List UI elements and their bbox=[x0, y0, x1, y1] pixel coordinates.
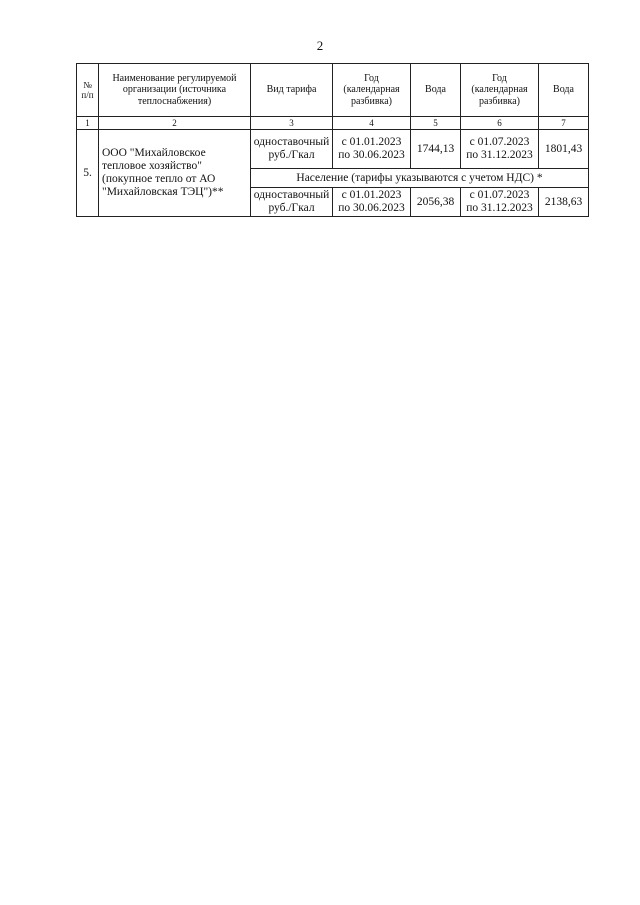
water-value-1: 2056,38 bbox=[411, 188, 461, 217]
header-number: № п/п bbox=[77, 64, 99, 117]
period-2: с 01.07.2023 по 31.12.2023 bbox=[461, 188, 539, 217]
water-value-1: 1744,13 bbox=[411, 130, 461, 169]
period-1: с 01.01.2023 по 30.06.2023 bbox=[333, 188, 411, 217]
column-index: 7 bbox=[539, 117, 589, 130]
water-value-2: 1801,43 bbox=[539, 130, 589, 169]
column-index: 5 bbox=[411, 117, 461, 130]
page-number: 2 bbox=[316, 38, 324, 53]
header-organization: Наименование регулируемой организации (источника теплоснабжения) bbox=[99, 64, 251, 117]
row-number: 5. bbox=[77, 130, 99, 217]
column-index: 1 bbox=[77, 117, 99, 130]
column-index: 4 bbox=[333, 117, 411, 130]
tariff-type: одноставочный руб./Гкал bbox=[251, 130, 333, 169]
period-2: с 01.07.2023 по 31.12.2023 bbox=[461, 130, 539, 169]
population-note: Население (тарифы указываются с учетом НДС) * bbox=[251, 169, 589, 188]
column-index: 6 bbox=[461, 117, 539, 130]
organization-name: ООО "Михайловское тепловое хозяйство" (покупное тепло от АО "Михайловская ТЭЦ")** bbox=[99, 130, 251, 217]
water-value-2: 2138,63 bbox=[539, 188, 589, 217]
header-tariff-type: Вид тарифа bbox=[251, 64, 333, 117]
header-water-1: Вода bbox=[411, 64, 461, 117]
period-1: с 01.01.2023 по 30.06.2023 bbox=[333, 130, 411, 169]
tariff-type: одноставочный руб./Гкал bbox=[251, 188, 333, 217]
column-index: 2 bbox=[99, 117, 251, 130]
column-index-row bbox=[77, 117, 589, 130]
header-period-2: Год (календарная разбивка) bbox=[461, 64, 539, 117]
header-water-2: Вода bbox=[539, 64, 589, 117]
column-index: 3 bbox=[251, 117, 333, 130]
header-period-1: Год (календарная разбивка) bbox=[333, 64, 411, 117]
table-row bbox=[77, 130, 589, 169]
tariff-table bbox=[76, 63, 589, 217]
header-row bbox=[77, 64, 589, 117]
